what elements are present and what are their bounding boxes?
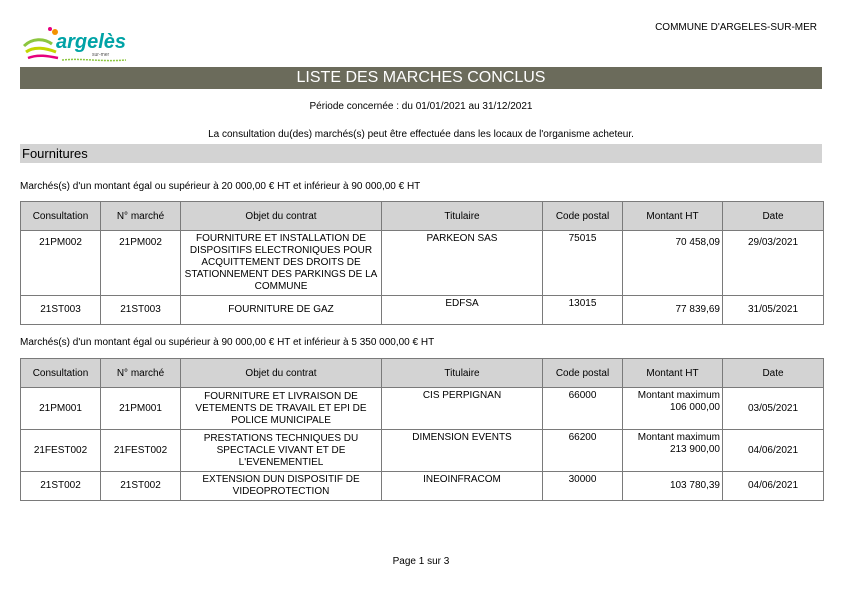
- marches-table-1: [20, 201, 824, 325]
- cell-code-postal: 30000: [543, 472, 623, 501]
- cell-consultation: 21FEST002: [21, 430, 101, 472]
- col-date: Date: [723, 359, 824, 388]
- consultation-note: La consultation du(des) marchés(s) peut être effectuée dans les locaux de l'organisme acheteur.: [208, 129, 634, 140]
- col-code-postal: Code postal: [543, 359, 623, 388]
- periode-text: Période concernée : du 01/01/2021 au 31/12/2021: [309, 101, 533, 112]
- cell-objet: FOURNITURE DE GAZ: [181, 296, 382, 325]
- col-titulaire: Titulaire: [382, 359, 543, 388]
- cell-code-postal: 66200: [543, 430, 623, 472]
- svg-text:sur-mer: sur-mer: [92, 52, 110, 58]
- cell-objet: FOURNITURE ET INSTALLATION DE DISPOSITIFS ELECTRONIQUES POUR ACQUITTEMENT DES DROITS DE STATIONNEMENT DES PARKINGS DE LA COMMUNE: [181, 231, 382, 296]
- table-header-row: [21, 359, 824, 388]
- cell-date: 04/06/2021: [723, 430, 824, 472]
- group-heading-1: Marchés(s) d'un montant égal ou supérieur à 20 000,00 € HT et inférieur à 90 000,00 € HT: [20, 181, 421, 192]
- cell-titulaire: DIMENSION EVENTS: [382, 430, 543, 472]
- svg-text:argelès: argelès: [56, 31, 127, 53]
- cell-date: 29/03/2021: [723, 231, 824, 296]
- table-header-row: [21, 202, 824, 231]
- cell-marche: 21PM002: [101, 231, 181, 296]
- page-title: LISTE DES MARCHES CONCLUS: [20, 67, 822, 89]
- col-marche: N° marché: [101, 359, 181, 388]
- col-date: Date: [723, 202, 824, 231]
- cell-marche: 21ST003: [101, 296, 181, 325]
- table-row: [21, 472, 824, 501]
- table-row: [21, 231, 824, 296]
- cell-objet: FOURNITURE ET LIVRAISON DE VETEMENTS DE TRAVAIL ET EPI DE POLICE MUNICIPALE: [181, 388, 382, 430]
- cell-consultation: 21ST002: [21, 472, 101, 501]
- marches-table-2: [20, 358, 824, 501]
- col-montant: Montant HT: [623, 202, 723, 231]
- col-consultation: Consultation: [21, 359, 101, 388]
- group-heading-2: Marchés(s) d'un montant égal ou supérieur à 90 000,00 € HT et inférieur à 5 350 000,00 € HT: [20, 337, 435, 348]
- cell-montant: 103 780,39: [623, 472, 723, 501]
- col-titulaire: Titulaire: [382, 202, 543, 231]
- cell-titulaire: PARKEON SAS: [382, 231, 543, 296]
- col-objet: Objet du contrat: [181, 202, 382, 231]
- commune-name: COMMUNE D'ARGELES-SUR-MER: [655, 22, 817, 33]
- cell-objet: EXTENSION DUN DISPOSITIF DE VIDEOPROTECTION: [181, 472, 382, 501]
- cell-titulaire: CIS PERPIGNAN: [382, 388, 543, 430]
- col-objet: Objet du contrat: [181, 359, 382, 388]
- table-row: [21, 430, 824, 472]
- argeles-logo-graphic: [22, 24, 132, 66]
- cell-montant: Montant maximum 213 900,00: [623, 430, 723, 472]
- page-number: Page 1 sur 3: [392, 556, 450, 567]
- col-montant: Montant HT: [623, 359, 723, 388]
- cell-date: 31/05/2021: [723, 296, 824, 325]
- section-heading: Fournitures: [20, 144, 822, 163]
- cell-marche: 21PM001: [101, 388, 181, 430]
- table-row: [21, 296, 824, 325]
- col-code-postal: Code postal: [543, 202, 623, 231]
- cell-montant: 77 839,69: [623, 296, 723, 325]
- cell-date: 03/05/2021: [723, 388, 824, 430]
- cell-montant: 70 458,09: [623, 231, 723, 296]
- cell-code-postal: 66000: [543, 388, 623, 430]
- cell-objet: PRESTATIONS TECHNIQUES DU SPECTACLE VIVANT ET DE L'EVENEMENTIEL: [181, 430, 382, 472]
- cell-date: 04/06/2021: [723, 472, 824, 501]
- cell-titulaire: EDFSA: [382, 296, 543, 325]
- table-row: [21, 388, 824, 430]
- cell-code-postal: 13015: [543, 296, 623, 325]
- cell-titulaire: INEOINFRACOM: [382, 472, 543, 501]
- col-consultation: Consultation: [21, 202, 101, 231]
- cell-consultation: 21PM001: [21, 388, 101, 430]
- cell-marche: 21FEST002: [101, 430, 181, 472]
- cell-code-postal: 75015: [543, 231, 623, 296]
- argeles-logo: [22, 24, 132, 66]
- cell-consultation: 21ST003: [21, 296, 101, 325]
- cell-montant: Montant maximum 106 000,00: [623, 388, 723, 430]
- cell-consultation: 21PM002: [21, 231, 101, 296]
- col-marche: N° marché: [101, 202, 181, 231]
- cell-marche: 21ST002: [101, 472, 181, 501]
